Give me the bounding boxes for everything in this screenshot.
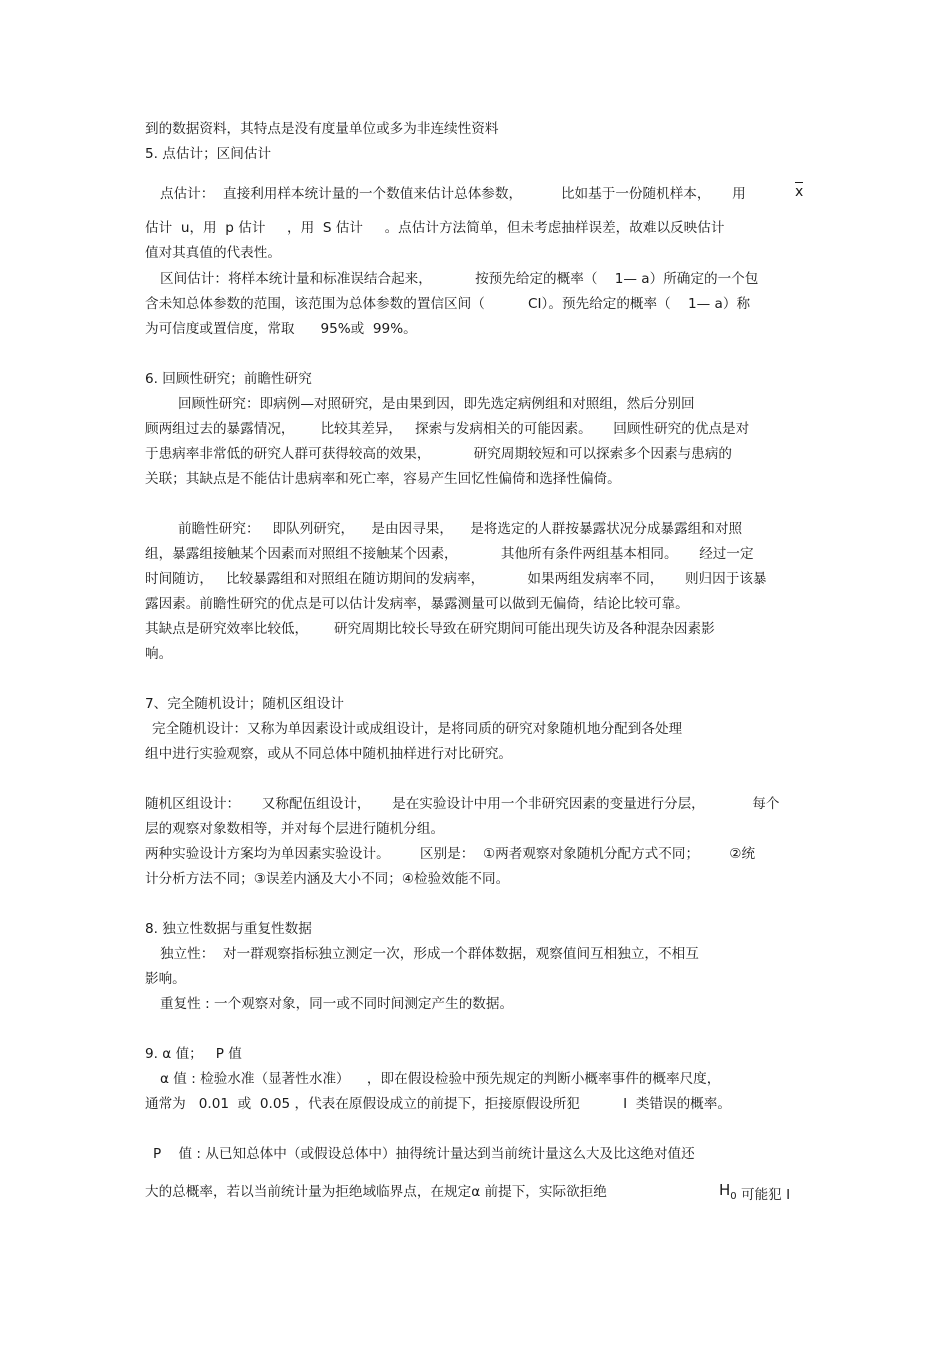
text-line: 时间随访， 比较暴露组和对照组在随访期间的发病率， 如果两组发病率不同， 则归因于该暴 xyxy=(145,571,767,587)
text-line: 区间估计：将样本统计量和标准误结合起来， 按预先给定的概率（ 1— a）所确定的一个包 xyxy=(160,271,759,287)
text-line: 7、完全随机设计；随机区组设计 xyxy=(145,696,344,712)
text-line: 于患病率非常低的研究人群可获得较高的效果， 研究周期较短和可以探索多个因素与患病的 xyxy=(145,446,732,462)
text-line: 6. 回顾性研究；前瞻性研究 xyxy=(145,371,312,387)
text-line: 5. 点估计；区间估计 xyxy=(145,146,272,162)
text-line: 顾两组过去的暴露情况， 比较其差异， 探索与发病相关的可能因素。 回顾性研究的优点是对 xyxy=(145,421,750,437)
text-line: 回顾性研究：即病例—对照研究，是由果到因，即先选定病例组和对照组，然后分别回 xyxy=(178,396,695,412)
text-line: 层的观察对象数相等，并对每个层进行随机分组。 xyxy=(145,821,445,837)
text-line: 计分析方法不同；③误差内涵及大小不同；④检验效能不同。 xyxy=(145,871,510,887)
text-line: 值对其真值的代表性。 xyxy=(145,245,281,261)
h0-subscript: 0 xyxy=(730,1191,737,1202)
text-line: 通常为 0.01 或 0.05 ，代表在原假设成立的前提下，拒接原假设所犯 I 类错误的概率。 xyxy=(145,1096,731,1112)
text-line: 组中进行实验观察，或从不同总体中随机抽样进行对比研究。 xyxy=(145,746,513,762)
text-line: 完全随机设计：又称为单因素设计或成组设计，是将同质的研究对象随机地分配到各处理 xyxy=(152,721,683,737)
text-line: 到的数据资料，其特点是没有度量单位或多为非连续性资料 xyxy=(145,121,499,137)
text-line: 8. 独立性数据与重复性数据 xyxy=(145,921,312,937)
text-line: 前瞻性研究： 即队列研究， 是由因寻果， 是将选定的人群按暴露状况分成暴露组和对照 xyxy=(178,521,743,537)
text-line: P 值 : 从已知总体中（或假设总体中）抽得统计量达到当前统计量这么大及比这绝对值还 xyxy=(153,1146,695,1162)
h0-trailing-text: 可能犯 I xyxy=(741,1187,791,1203)
text-line: 为可信度或置信度，常取 95%或 99%。 xyxy=(145,321,417,337)
h0-symbol xyxy=(719,1181,737,1202)
h0-main: H xyxy=(719,1181,731,1199)
text-line: 独立性： 对一群观察指标独立测定一次，形成一个群体数据，观察值间互相独立，不相互 xyxy=(160,946,699,962)
text-line: 响。 xyxy=(145,646,173,662)
x-bar-symbol: x xyxy=(795,184,804,200)
text-line: 9. α 值； P 值 xyxy=(145,1046,242,1062)
text-line: 点估计： 直接利用样本统计量的一个数值来估计总体参数， 比如基于一份随机样本， 用 xyxy=(160,186,746,202)
text-line: 关联；其缺点是不能估计患病率和死亡率，容易产生回忆性偏倚和选择性偏倚。 xyxy=(145,471,621,487)
text-line: 其缺点是研究效率比较低， 研究周期比较长导致在研究期间可能出现失访及各种混杂因素影 xyxy=(145,621,715,637)
text-line: 组，暴露组接触某个因素而对照组不接触某个因素， 其他所有条件两组基本相同。 经过一定 xyxy=(145,546,754,562)
text-line: 估计 u，用 p 估计 ，用 S 估计 。点估计方法简单，但未考虑抽样误差，故难以反映估计 xyxy=(145,220,725,236)
text-line: 大的总概率，若以当前统计量为拒绝域临界点，在规定α 前提下，实际欲拒绝 xyxy=(145,1184,607,1200)
text-line: 随机区组设计： 又称配伍组设计， 是在实验设计中用一个非研究因素的变量进行分层， 每个 xyxy=(145,796,780,812)
text-line: 重复性 : 一个观察对象，同一或不同时间测定产生的数据。 xyxy=(160,996,514,1012)
text-line: 露因素。前瞻性研究的优点是可以估计发病率，暴露测量可以做到无偏倚，结论比较可靠。 xyxy=(145,596,689,612)
text-line: 两种实验设计方案均为单因素实验设计。 区别是： ①两者观察对象随机分配方式不同； ②统 xyxy=(145,846,756,862)
text-line: α 值 : 检验水准（显著性水准） ，即在假设检验中预先规定的判断小概率事件的概率尺度， xyxy=(160,1071,721,1087)
text-line: 含未知总体参数的范围，该范围为总体参数的置信区间（ CI）。预先给定的概率（ 1— a）称 xyxy=(145,296,751,312)
text-line: 影响。 xyxy=(145,971,186,987)
